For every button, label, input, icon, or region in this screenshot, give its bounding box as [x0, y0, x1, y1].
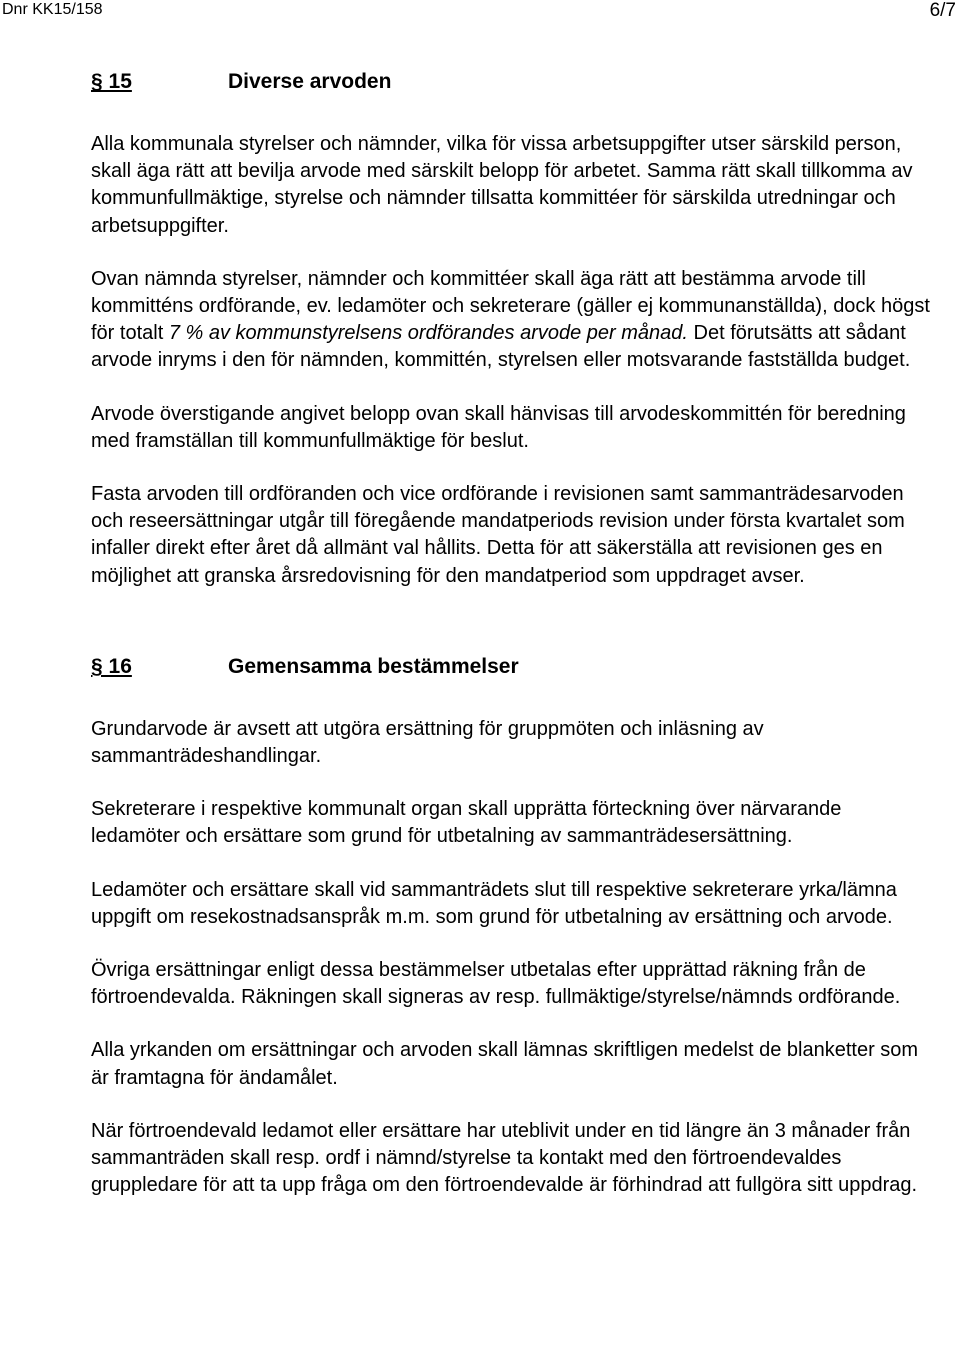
paragraph: Ledamöter och ersättare skall vid sammanträdets slut till respektive sekreterare yrka/lämna uppgift om resekostnadsanspråk m.m. som grund för utbetalning av ersättning och arvode. — [91, 878, 897, 928]
paragraph: Grundarvode är avsett att utgöra ersättning för gruppmöten och inläsning av sammanträdeshandlingar. — [91, 717, 764, 768]
page-number: 6/7 — [929, 0, 956, 21]
paragraph — [91, 401, 931, 455]
paragraph: Alla yrkanden om ersättningar och arvoden skall lämnas skriftligen medelst de blanketter som är framtagna för ändamålet. — [91, 1039, 919, 1089]
paragraph — [91, 266, 931, 375]
section-16-heading — [91, 654, 931, 680]
section-title: Diverse arvoden — [228, 70, 392, 93]
paragraph: Övriga ersättningar enligt dessa bestämmelser utbetalas efter upprättad räkning från de förtroendevalda. Räkningen skall signeras av resp. fullmäktige/styrelse/nämnds ordförande. — [91, 959, 901, 1009]
text-run: Ovan nämnda styrelser, nämnder och kommittéer skall äga rätt att bestämma arvode till kommitténs ordförande, ev. ledamöter och sekreterare (gäller ej kommunanställda), dock högst för totalt — [91, 267, 930, 345]
section-title: Gemensamma bestämmelser — [228, 654, 519, 678]
paragraph: När förtroendevald ledamot eller ersättare har uteblivit under en tid längre än 3 månader från sammanträden skall resp. ordf i nämnd/styrelse ta kontakt med den förtroendevaldes gruppledare för att ta upp fråga om den förtroendevalde är förhindrad att fullgöra sitt uppdrag. — [91, 1119, 918, 1197]
section-number: § 16 — [91, 654, 132, 678]
section-15-heading — [91, 69, 931, 95]
italic-text-run: 7 % av kommunstyrelsens ordförandes arvode per månad. — [168, 322, 688, 345]
paragraph: Fasta arvoden till ordföranden och vice ordförande i revisionen samt sammanträdesarvoden och reseersättningar utgår till föregående mandatperiods revision under första kvartalet som infaller direkt efter året då allmänt val hållits. Detta för att säkerställa att revisionen ges en möjlighet att granska årsredovisning för den mandatperiod som uppdraget avser. — [91, 483, 905, 587]
text-run: med framställan till kommunfullmäktige för beslut. — [91, 429, 529, 452]
paragraph: Sekreterare i respektive kommunalt organ skall upprätta förteckning över närvarande ledamöter och ersättare som grund för utbetalning av sammanträdesersättning. — [91, 798, 842, 848]
text-run: Arvode överstigande angivet belopp ovan skall hänvisas till arvodeskommittén för beredning — [91, 402, 906, 425]
paragraph: Alla kommunala styrelser och nämnder, vilka för vissa arbetsuppgifter utser särskild person, skall äga rätt att bevilja arvode med särskilt belopp för arbetet. Samma rätt skall tillkomma av kommunfullmäktige, styrelse och nämnder tillsatta kommittéer för särskilda utredningar och arbetsuppgifter. — [91, 133, 913, 237]
section-number: § 15 — [91, 70, 132, 93]
text-run: Det förutsätts att sådant arvode inryms i den för nämnden, kommittén, styrelsen eller motsvarande fastställda budget. — [91, 322, 911, 372]
document-reference: Dnr KK15/158 — [2, 1, 103, 18]
document-body — [91, 69, 931, 1199]
